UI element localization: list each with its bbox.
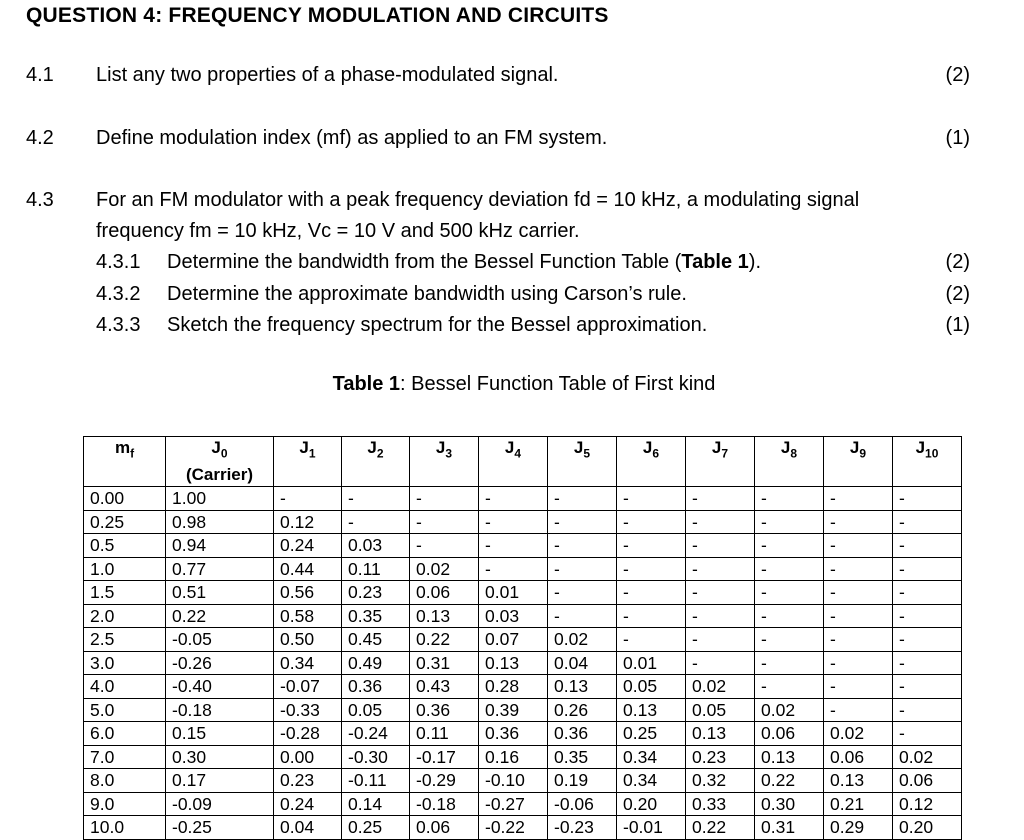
table-cell: -0.01 [617, 816, 686, 840]
table-cell: 0.94 [166, 534, 274, 558]
table-cell: - [410, 487, 479, 511]
table-cell: -0.27 [479, 792, 548, 816]
table-cell: 0.02 [755, 698, 824, 722]
table-cell: 0.36 [410, 698, 479, 722]
table-cell: 0.13 [617, 698, 686, 722]
bessel-function-table [83, 436, 962, 840]
table-cell: - [755, 557, 824, 581]
table-cell: - [410, 534, 479, 558]
table-cell: 0.20 [617, 792, 686, 816]
table-cell: -0.33 [274, 698, 342, 722]
table-cell: -0.07 [274, 675, 342, 699]
table-cell: - [479, 487, 548, 511]
table-cell: - [686, 604, 755, 628]
table-cell: 0.12 [274, 510, 342, 534]
table-cell: 0.36 [548, 722, 617, 746]
table-cell: -0.11 [342, 769, 410, 793]
table-cell: 0.13 [686, 722, 755, 746]
table-cell: 0.05 [342, 698, 410, 722]
table-cell: 4.0 [84, 675, 166, 699]
subquestion-marks: (1) [945, 314, 970, 336]
table-cell: 0.22 [410, 628, 479, 652]
table-cell: 1.0 [84, 557, 166, 581]
table-cell: - [548, 581, 617, 605]
table-cell: 0.13 [548, 675, 617, 699]
table-cell: - [686, 581, 755, 605]
table-cell: 0.35 [548, 745, 617, 769]
table-cell: 0.17 [166, 769, 274, 793]
question-number: 4.3 [26, 189, 54, 211]
table-cell: 0.49 [342, 651, 410, 675]
table-cell: - [617, 557, 686, 581]
question-text-line-1: For an FM modulator with a peak frequency deviation fd = 10 kHz, a modulating signal [96, 189, 860, 211]
table-cell: - [893, 675, 962, 699]
column-header-j3: $J_3$ [410, 437, 479, 487]
table-cell: -0.22 [479, 816, 548, 840]
table-row [84, 745, 962, 769]
table-cell: -0.06 [548, 792, 617, 816]
table-cell: 0.00 [84, 487, 166, 511]
table-cell: 7.0 [84, 745, 166, 769]
table-cell: 1.00 [166, 487, 274, 511]
table-cell: - [824, 628, 893, 652]
table-cell: - [893, 510, 962, 534]
table-cell: 0.04 [548, 651, 617, 675]
table-cell: 0.19 [548, 769, 617, 793]
table-row [84, 675, 962, 699]
table-cell: 0.06 [824, 745, 893, 769]
table-cell: 0.26 [548, 698, 617, 722]
table-cell: 0.58 [274, 604, 342, 628]
table-cell: - [824, 487, 893, 511]
table-cell: 0.25 [84, 510, 166, 534]
table-cell: 0.20 [893, 816, 962, 840]
column-header-j8: $J_8$ [755, 437, 824, 487]
table-cell: - [479, 557, 548, 581]
column-header-j2: $J_2$ [342, 437, 410, 487]
column-header-j4: $J_4$ [479, 437, 548, 487]
table-cell: -0.40 [166, 675, 274, 699]
table-row [84, 581, 962, 605]
table-cell: 0.34 [274, 651, 342, 675]
table-cell: 0.01 [617, 651, 686, 675]
subquestion-marks: (2) [945, 251, 970, 273]
table-row [84, 534, 962, 558]
table-cell: - [617, 581, 686, 605]
table-cell: -0.25 [166, 816, 274, 840]
table-cell: 0.02 [548, 628, 617, 652]
subquestion-number: 4.3.2 [96, 283, 141, 305]
question-number: 4.2 [26, 127, 54, 149]
table-cell: 0.15 [166, 722, 274, 746]
table-cell: - [893, 628, 962, 652]
table-cell: - [893, 581, 962, 605]
table-cell: 0.16 [479, 745, 548, 769]
table-cell: - [824, 581, 893, 605]
column-header-j0: $J_0$ (Carrier) [166, 437, 274, 487]
table-cell: - [755, 534, 824, 558]
table-cell: - [342, 510, 410, 534]
table-cell: - [686, 557, 755, 581]
subquestion-text: Determine the approximate bandwidth using Carson’s rule. [167, 283, 687, 305]
table-cell: 0.01 [479, 581, 548, 605]
table-cell: -0.18 [410, 792, 479, 816]
table-cell: - [617, 628, 686, 652]
table-header-row [84, 437, 962, 487]
table-cell: - [548, 557, 617, 581]
table-cell: - [342, 487, 410, 511]
table-cell: 0.36 [479, 722, 548, 746]
table-cell: - [755, 581, 824, 605]
table-cell: 6.0 [84, 722, 166, 746]
table-cell: -0.17 [410, 745, 479, 769]
table-cell: - [617, 604, 686, 628]
table-cell: 0.25 [617, 722, 686, 746]
table-cell: - [686, 651, 755, 675]
table-cell: 1.5 [84, 581, 166, 605]
table-cell: 0.33 [686, 792, 755, 816]
table-cell: 0.05 [686, 698, 755, 722]
table-cell: 0.02 [410, 557, 479, 581]
table-cell: -0.10 [479, 769, 548, 793]
table-row [84, 628, 962, 652]
column-header-j9: $J_9$ [824, 437, 893, 487]
table-cell: 0.28 [479, 675, 548, 699]
table-cell: 0.56 [274, 581, 342, 605]
question-text: List any two properties of a phase-modulated signal. [96, 64, 559, 86]
table-cell: 9.0 [84, 792, 166, 816]
table-cell: 0.22 [686, 816, 755, 840]
table-cell: 0.25 [342, 816, 410, 840]
table-cell: 0.24 [274, 534, 342, 558]
subquestion-marks: (2) [945, 283, 970, 305]
table-cell: - [686, 534, 755, 558]
page-title: QUESTION 4: FREQUENCY MODULATION AND CIRCUITS [26, 4, 609, 27]
subquestion-number: 4.3.3 [96, 314, 141, 336]
table-cell: 0.51 [166, 581, 274, 605]
table-cell: - [824, 698, 893, 722]
table-cell: 0.44 [274, 557, 342, 581]
table-row [84, 698, 962, 722]
table-cell: 0.98 [166, 510, 274, 534]
table-cell: - [548, 487, 617, 511]
table-cell: 0.22 [755, 769, 824, 793]
column-header-j10: $J_{10}$ [893, 437, 962, 487]
table-cell: 10.0 [84, 816, 166, 840]
table-cell: - [755, 651, 824, 675]
subquestion-number: 4.3.1 [96, 251, 141, 273]
table-cell: - [548, 604, 617, 628]
column-header-mf: $m_f$ [84, 437, 166, 487]
table-row [84, 816, 962, 840]
table-caption: Table 1: Bessel Function Table of First kind [332, 373, 716, 395]
table-row [84, 604, 962, 628]
table-cell: - [755, 487, 824, 511]
table-cell: - [410, 510, 479, 534]
column-header-j7: $J_7$ [686, 437, 755, 487]
table-cell: 0.43 [410, 675, 479, 699]
table-cell: - [893, 651, 962, 675]
table-cell: 0.12 [893, 792, 962, 816]
table-cell: -0.30 [342, 745, 410, 769]
table-row [84, 722, 962, 746]
table-row [84, 487, 962, 511]
table-cell: 0.03 [479, 604, 548, 628]
table-cell: -0.26 [166, 651, 274, 675]
table-cell: - [686, 510, 755, 534]
table-cell: - [755, 604, 824, 628]
table-cell: - [617, 487, 686, 511]
table-cell: - [617, 534, 686, 558]
table-cell: 0.23 [686, 745, 755, 769]
table-row [84, 557, 962, 581]
table-cell: 0.36 [342, 675, 410, 699]
table-cell: -0.28 [274, 722, 342, 746]
table-cell: 0.31 [755, 816, 824, 840]
table-row [84, 651, 962, 675]
table-cell: 0.21 [824, 792, 893, 816]
table-cell: - [479, 510, 548, 534]
table-cell: 0.31 [410, 651, 479, 675]
table-cell: 0.30 [755, 792, 824, 816]
column-header-j6: $J_6$ [617, 437, 686, 487]
table-cell: 0.00 [274, 745, 342, 769]
table-row [84, 769, 962, 793]
table-cell: 0.11 [342, 557, 410, 581]
table-cell: 0.03 [342, 534, 410, 558]
table-cell: 0.45 [342, 628, 410, 652]
table-cell: 0.07 [479, 628, 548, 652]
question-marks: (2) [945, 64, 970, 86]
table-cell: 0.11 [410, 722, 479, 746]
table-cell: - [548, 510, 617, 534]
table-cell: 0.14 [342, 792, 410, 816]
table-cell: 0.39 [479, 698, 548, 722]
table-cell: -0.18 [166, 698, 274, 722]
table-cell: - [893, 534, 962, 558]
table-cell: - [893, 698, 962, 722]
question-text-line-2: frequency fm = 10 kHz, Vc = 10 V and 500 kHz carrier. [96, 220, 580, 242]
table-cell: 8.0 [84, 769, 166, 793]
table-cell: - [824, 604, 893, 628]
table-cell: 0.23 [274, 769, 342, 793]
table-cell: 0.32 [686, 769, 755, 793]
table-cell: -0.29 [410, 769, 479, 793]
table-cell: - [824, 510, 893, 534]
table-cell: 0.22 [166, 604, 274, 628]
column-header-j5: $J_5$ [548, 437, 617, 487]
table-cell: - [893, 722, 962, 746]
table-cell: 0.13 [755, 745, 824, 769]
table-cell: - [755, 510, 824, 534]
subquestion-text: Determine the bandwidth from the Bessel Function Table (Table 1). [167, 251, 762, 273]
table-cell: 0.02 [893, 745, 962, 769]
table-cell: 0.02 [824, 722, 893, 746]
table-cell: - [824, 557, 893, 581]
table-cell: 0.35 [342, 604, 410, 628]
table-cell: - [548, 534, 617, 558]
table-cell: 0.23 [342, 581, 410, 605]
table-cell: 0.04 [274, 816, 342, 840]
table-cell: - [686, 487, 755, 511]
table-cell: 0.24 [274, 792, 342, 816]
table-cell: - [274, 487, 342, 511]
table-cell: 0.29 [824, 816, 893, 840]
table-cell: 0.13 [410, 604, 479, 628]
table-cell: 0.06 [893, 769, 962, 793]
table-cell: -0.23 [548, 816, 617, 840]
question-text: Define modulation index (mf) as applied to an FM system. [96, 127, 608, 149]
table-cell: 0.13 [824, 769, 893, 793]
table-cell: 0.77 [166, 557, 274, 581]
table-cell: - [824, 675, 893, 699]
table-cell: 0.06 [410, 581, 479, 605]
table-cell: -0.24 [342, 722, 410, 746]
table-cell: - [893, 557, 962, 581]
table-cell: - [755, 628, 824, 652]
question-number: 4.1 [26, 64, 54, 86]
question-marks: (1) [945, 127, 970, 149]
table-cell: - [479, 534, 548, 558]
table-cell: 0.30 [166, 745, 274, 769]
table-cell: 5.0 [84, 698, 166, 722]
table-cell: - [824, 534, 893, 558]
table-cell: 2.0 [84, 604, 166, 628]
table-cell: - [686, 628, 755, 652]
table-cell: - [617, 510, 686, 534]
table-row [84, 510, 962, 534]
table-cell: -0.05 [166, 628, 274, 652]
table-cell: 0.06 [410, 816, 479, 840]
table-cell: 2.5 [84, 628, 166, 652]
subquestion-text: Sketch the frequency spectrum for the Bessel approximation. [167, 314, 708, 336]
table-cell: 3.0 [84, 651, 166, 675]
table-cell: - [893, 604, 962, 628]
table-cell: 0.06 [755, 722, 824, 746]
table-cell: 0.05 [617, 675, 686, 699]
table-row [84, 792, 962, 816]
table-cell: 0.13 [479, 651, 548, 675]
column-header-j1: $J_1$ [274, 437, 342, 487]
table-cell: - [755, 675, 824, 699]
table-cell: 0.34 [617, 769, 686, 793]
table-cell: - [893, 487, 962, 511]
table-cell: 0.34 [617, 745, 686, 769]
table-cell: 0.5 [84, 534, 166, 558]
table-cell: 0.50 [274, 628, 342, 652]
table-cell: -0.09 [166, 792, 274, 816]
table-cell: - [824, 651, 893, 675]
table-cell: 0.02 [686, 675, 755, 699]
